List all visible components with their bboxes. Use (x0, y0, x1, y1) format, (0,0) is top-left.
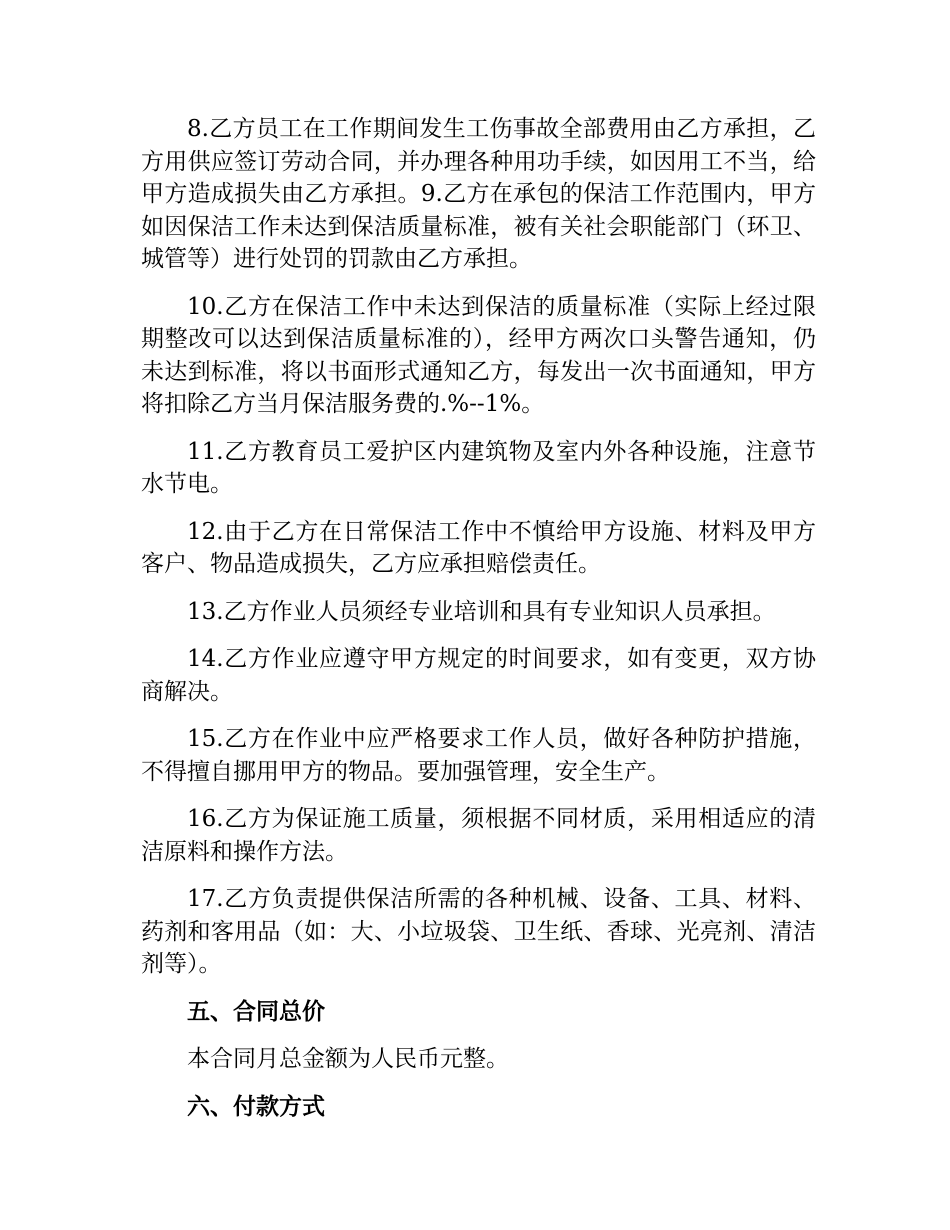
section-5-heading: 五、合同总价 (187, 998, 325, 1025)
clause-16: 16.乙方为保证施工质量，须根据不同材质，采用相适应的清洁原料和操作方法。 (141, 806, 816, 865)
section-6-heading: 六、付款方式 (187, 1093, 325, 1120)
section-5-text: 本合同月总金额为人民币元整。 (187, 1046, 509, 1072)
clause-15: 15.乙方在作业中应严格要求工作人员，做好各种防护措施，不得擅自挪用甲方的物品。要加强管理，安全生产。 (141, 726, 816, 785)
clause-10: 10.乙方在保洁工作中未达到保洁的质量标准（实际上经过限期整改可以达到保洁质量标准的），经甲方两次口头警告通知，仍未达到标准，将以书面形式通知乙方，每发出一次书面通知，甲方将扣除乙方当月保洁服务费的.%--1%。 (141, 293, 816, 417)
clause-14: 14.乙方作业应遵守甲方规定的时间要求，如有变更，双方协商解决。 (141, 646, 816, 705)
clause-13: 13.乙方作业人员须经专业培训和具有专业知识人员承担。 (187, 598, 776, 625)
clause-17: 17.乙方负责提供保洁所需的各种机械、设备、工具、材料、药剂和客用品（如：大、小垃圾袋、卫生纸、香球、光亮剂、清洁剂等）。 (141, 886, 816, 977)
clause-12: 12.由于乙方在日常保洁工作中不慎给甲方设施、材料及甲方客户、物品造成损失，乙方应承担赔偿责任。 (141, 518, 816, 577)
clause-11: 11.乙方教育员工爱护区内建筑物及室内外各种设施，注意节水节电。 (141, 438, 816, 497)
document-body (141, 113, 816, 1138)
clause-8-9: 8.乙方员工在工作期间发生工伤事故全部费用由乙方承担，乙方用供应签订劳动合同，并办理各种用功手续，如因用工不当，给甲方造成损失由乙方承担。9.乙方在承包的保洁工作范围内，甲方如因保洁工作未达到保洁质量标准，被有关社会职能部门（环卫、城管等）进行处罚的罚款由乙方承担。 (141, 116, 816, 272)
